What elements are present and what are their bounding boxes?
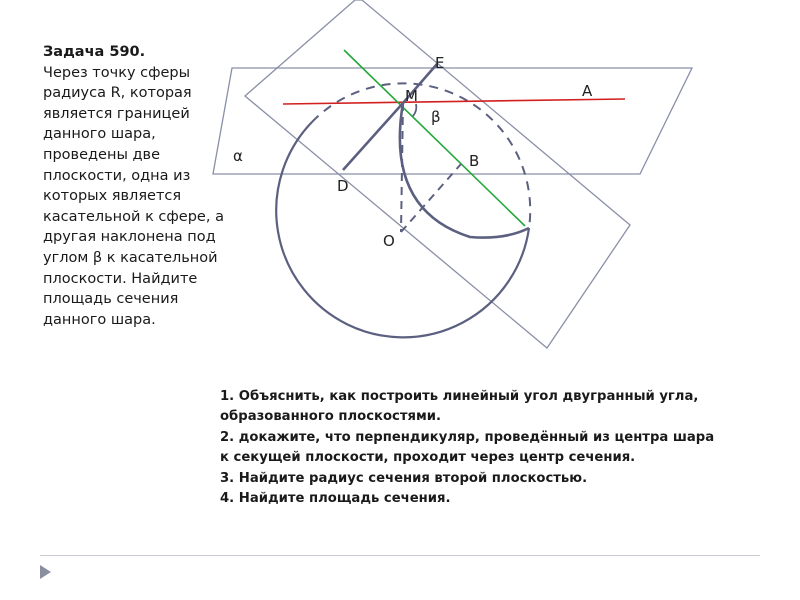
- segment-md: [343, 103, 403, 170]
- question-line: 3. Найдите радиус сечения второй плоскостью.: [220, 470, 588, 486]
- footer-divider: [40, 555, 760, 556]
- questions-list: [220, 387, 780, 509]
- question-line: 1. Объяснить, как построить линейный угол двугранный угла,: [220, 389, 699, 404]
- label-a: A: [582, 82, 593, 100]
- task-statement: [43, 42, 228, 330]
- question-line: 4. Найдите площадь сечения.: [220, 491, 451, 507]
- question-line: к секущей плоскости, проходит через центр сечения.: [220, 450, 636, 466]
- tangent-line-ma: [283, 99, 625, 104]
- next-slide-arrow-icon[interactable]: [40, 565, 51, 579]
- label-b: B: [469, 152, 480, 170]
- task-title: Задача 590.: [43, 44, 146, 60]
- label-m: M: [405, 87, 418, 105]
- label-beta: β: [431, 108, 441, 126]
- label-e: E: [435, 54, 445, 72]
- question-line: 2. докажите, что перпендикуляр, проведённый из центра шара: [220, 429, 715, 445]
- label-d: D: [337, 177, 349, 195]
- label-alpha: α: [233, 147, 243, 165]
- tangent-plane-alpha: [213, 68, 692, 174]
- question-line: образованного плоскостями.: [220, 409, 442, 425]
- label-o: O: [383, 232, 395, 250]
- task-text: Через точку сферы радиуса R, которая является границей данного шара, проведены две плоскости, одна из которых является касательной к сфере, а другая наклонена под углом β к касательной плоскости. Найдите площадь сечения данного шара.: [43, 64, 224, 328]
- angle-beta-arc: [413, 104, 416, 116]
